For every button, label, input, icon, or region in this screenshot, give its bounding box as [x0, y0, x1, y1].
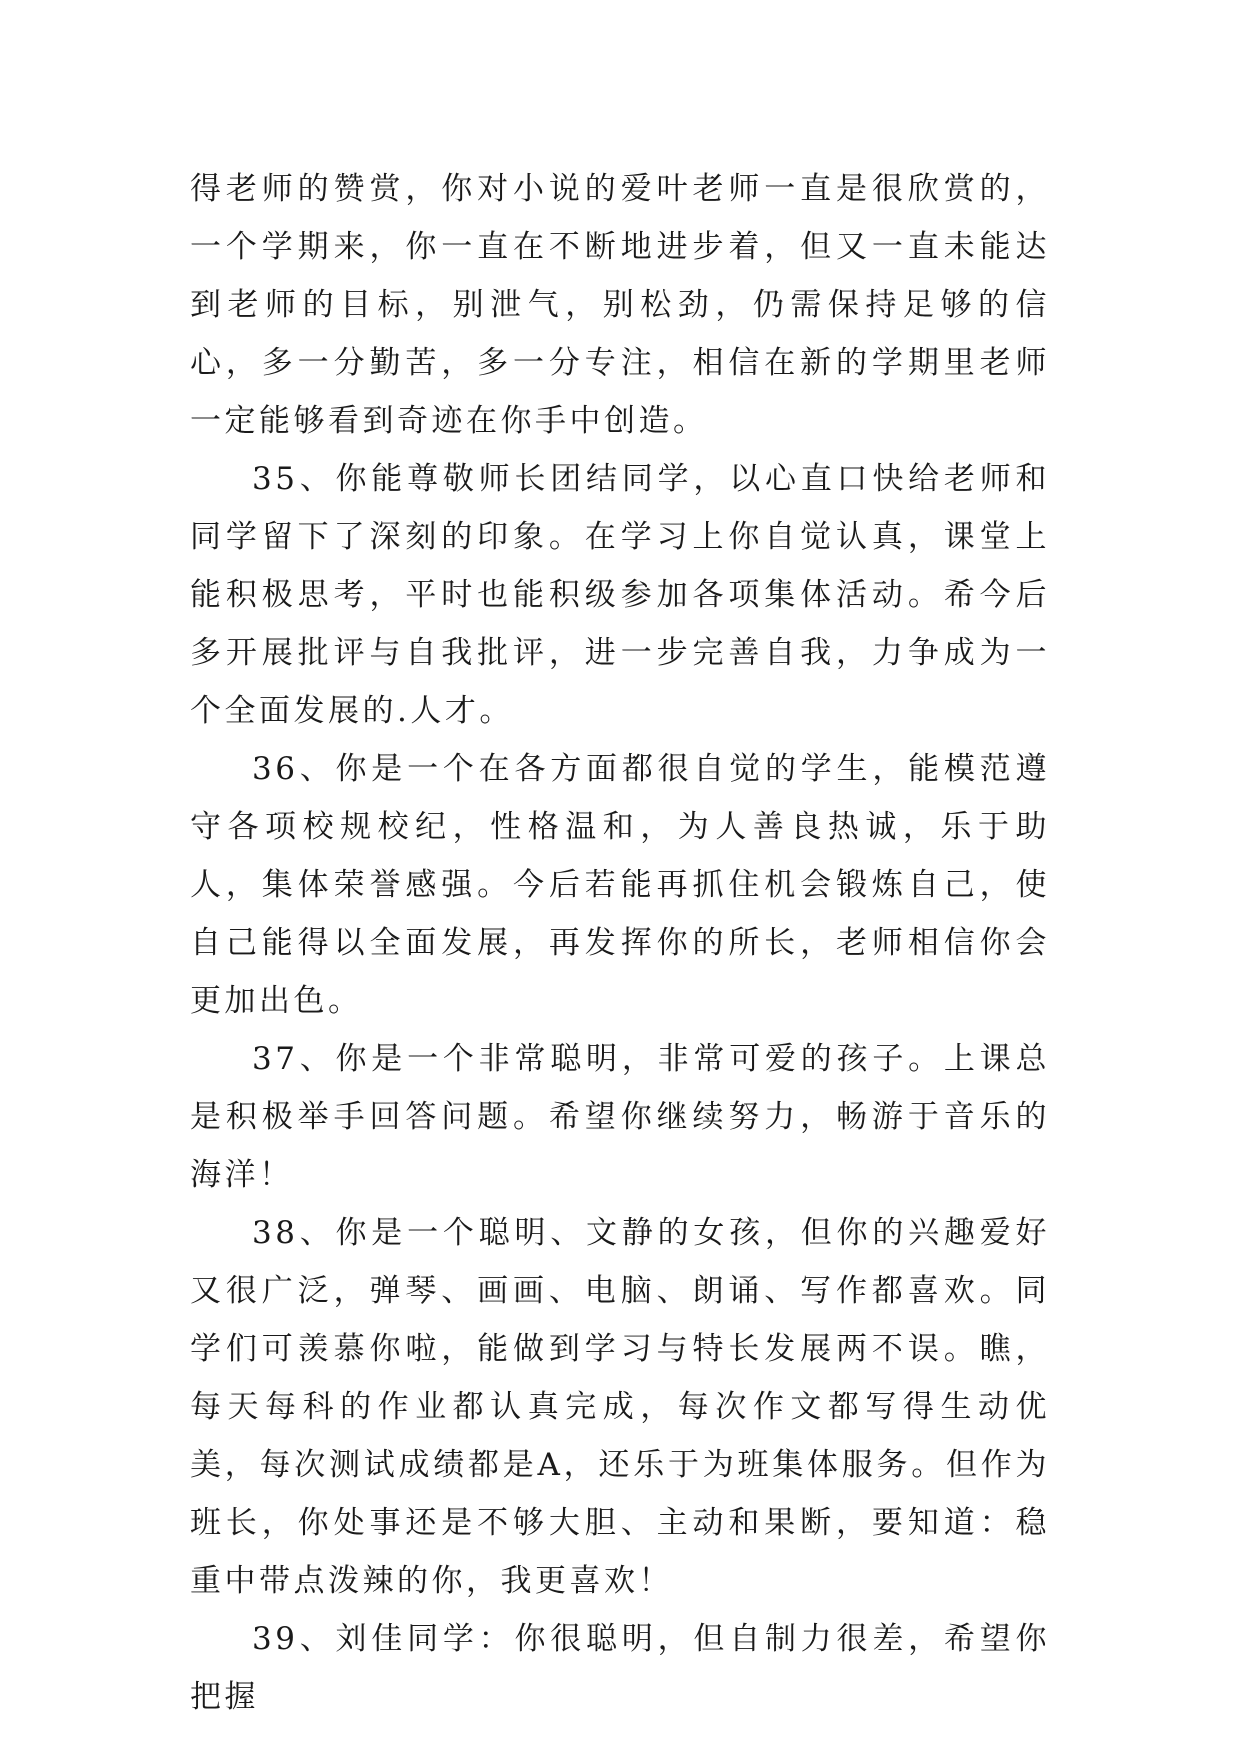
- paragraph-comment-37: 37、你是一个非常聪明，非常可爱的孩子。上课总是积极举手回答问题。希望你继续努力，畅游于音乐的海洋！: [190, 1041, 1050, 1193]
- paragraph-continuation: 得老师的赞赏，你对小说的爱叶老师一直是很欣赏的，一个学期来，你一直在不断地进步着，但又一直未能达到老师的目标，别泄气，别松劲，仍需保持足够的信心，多一分勤苦，多一分专注，相信在新的学期里老师一定能够看到奇迹在你手中创造。: [190, 171, 1050, 439]
- paragraph-comment-39: 39、刘佳同学：你很聪明，但自制力很差，希望你把握: [190, 1621, 1050, 1715]
- paragraph-comment-35: 35、你能尊敬师长团结同学，以心直口快给老师和同学留下了深刻的印象。在学习上你自觉认真，课堂上能积极思考，平时也能积级参加各项集体活动。希今后多开展批评与自我批评，进一步完善自我，力争成为一个全面发展的.人才。: [190, 461, 1050, 729]
- document-body: [190, 160, 1050, 1726]
- paragraph-comment-36: 36、你是一个在各方面都很自觉的学生，能模范遵守各项校规校纪，性格温和，为人善良热诚，乐于助人，集体荣誉感强。今后若能再抓住机会锻炼自己，使自己能得以全面发展，再发挥你的所长，老师相信你会更加出色。: [190, 751, 1050, 1019]
- paragraph-comment-38: 38、你是一个聪明、文静的女孩，但你的兴趣爱好又很广泛，弹琴、画画、电脑、朗诵、写作都喜欢。同学们可羡慕你啦，能做到学习与特长发展两不误。瞧，每天每科的作业都认真完成，每次作文都写得生动优美，每次测试成绩都是A，还乐于为班集体服务。但作为班长，你处事还是不够大胆、主动和果断，要知道：稳重中带点泼辣的你，我更喜欢！: [190, 1215, 1050, 1599]
